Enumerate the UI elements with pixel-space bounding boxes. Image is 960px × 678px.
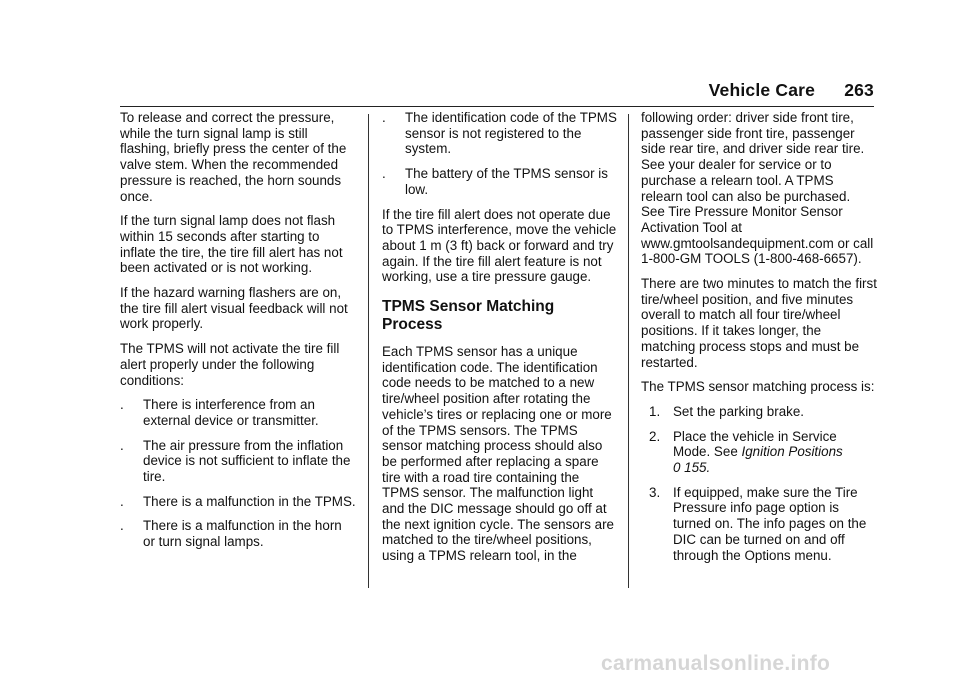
step-text: Set the parking brake. [673,403,805,419]
paragraph: There are two minutes to match the first tire/wheel position, and five minutes overall to match all four tire/wheel positions. If it takes longer, the matching process stops and must be restarted. [641,276,877,370]
list-item-text: The air pressure from the inflation device is not sufficient to inflate the tire. [143,437,351,485]
list-item [120,438,356,485]
paragraph [641,110,877,267]
list-item [120,397,356,428]
list-item-text: There is a malfunction in the TPMS. [143,493,356,509]
list-item-text: There is a malfunction in the horn or turn signal lamps. [143,518,342,550]
step-number: 1. [649,403,661,419]
phone-number: (1-800-468-6657). [753,251,862,267]
list-item [382,110,618,157]
header-rule [120,106,874,107]
paragraph: To release and correct the pressure, while the turn signal lamp is still flashing, briefly press the center of the valve stem. When the recommended pressure is reached, the horn sounds once. [120,110,347,204]
paragraph-text: following order: driver side front tire, passenger side front tire, passenger side rear tire, and driver side rear tire. See your dealer for service or to purchase a relearn tool. A TPMS relearn tool can also be purchased. See Tire Pressure Monitor Sensor Activation Tool at [641,110,865,235]
step-text: Place the vehicle in Service Mode. See [673,428,837,460]
watermark: carmanualsonline.info [601,652,831,675]
paragraph: If the turn signal lamp does not flash within 15 seconds after starting to inflate the tire, the tire fill alert has not been activated or is not working. [120,213,343,276]
list-item-text: There is interference from an external device or transmitter. [143,397,319,428]
numbered-step [641,429,877,476]
step-number: 2. [649,428,661,444]
bullet-marker: . [120,518,124,534]
page-number: 263 [844,80,874,100]
numbered-step [641,404,877,420]
website-url: www.gmtoolsandequipment.com [641,235,834,251]
paragraph: If the hazard warning flashers are on, the tire fill alert visual feedback will not work properly. [120,285,348,332]
bullet-marker: . [120,493,124,509]
paragraph: Each TPMS sensor has a unique identification code. The identification code needs to be matched to a new tire/wheel position after rotating the vehicle’s tires or replacing one or more of the TPMS sensors. The TPMS sensor matching process should also be performed after replacing a spare tire with a road tire containing the TPMS sensor. The malfunction light and the DIC message should go off at the next ignition cycle. The sensors are matched to the tire/wheel positions, using a TPMS relearn tool, in the [382,344,614,564]
column-1 [120,110,356,559]
step-number: 3. [649,484,661,500]
bullet-marker: . [382,110,386,125]
page-reference[interactable]: 0 155. [673,460,711,476]
paragraph-text: or call 1-800-GM TOOLS [641,235,874,267]
list-item [120,494,356,510]
list-item-text: The identification code of the TPMS sensor is not registered to the system. [405,110,617,157]
list-item [382,166,618,197]
step-text: If equipped, make sure the Tire Pressure info page option is turned on. The info pages on the DIC can be turned on and off through the Options menu. [673,484,867,563]
list-item-text: The battery of the TPMS sensor is low. [405,166,608,197]
section-heading: TPMS Sensor Matching Process [382,298,555,334]
section-title: Vehicle Care [708,80,816,100]
cross-reference-link[interactable]: Ignition Positions [741,444,843,460]
column-divider-2 [628,114,629,588]
column-3 [641,110,877,572]
list-item [120,518,356,549]
paragraph: The TPMS sensor matching process is: [641,379,875,395]
column-2 [382,110,618,573]
paragraph: If the tire fill alert does not operate due to TPMS interference, move the vehicle about 1 m (3 ft) back or forward and try again. If the tire fill alert feature is not working, use a tire pressure gauge. [382,206,617,285]
column-divider-1 [368,114,369,588]
paragraph: The TPMS will not activate the tire fill alert properly under the following conditions: [120,341,340,388]
numbered-step [641,485,877,564]
bullet-marker: . [382,166,386,182]
bullet-marker: . [120,437,124,453]
bullet-marker: . [120,397,124,413]
page-header [709,80,874,101]
